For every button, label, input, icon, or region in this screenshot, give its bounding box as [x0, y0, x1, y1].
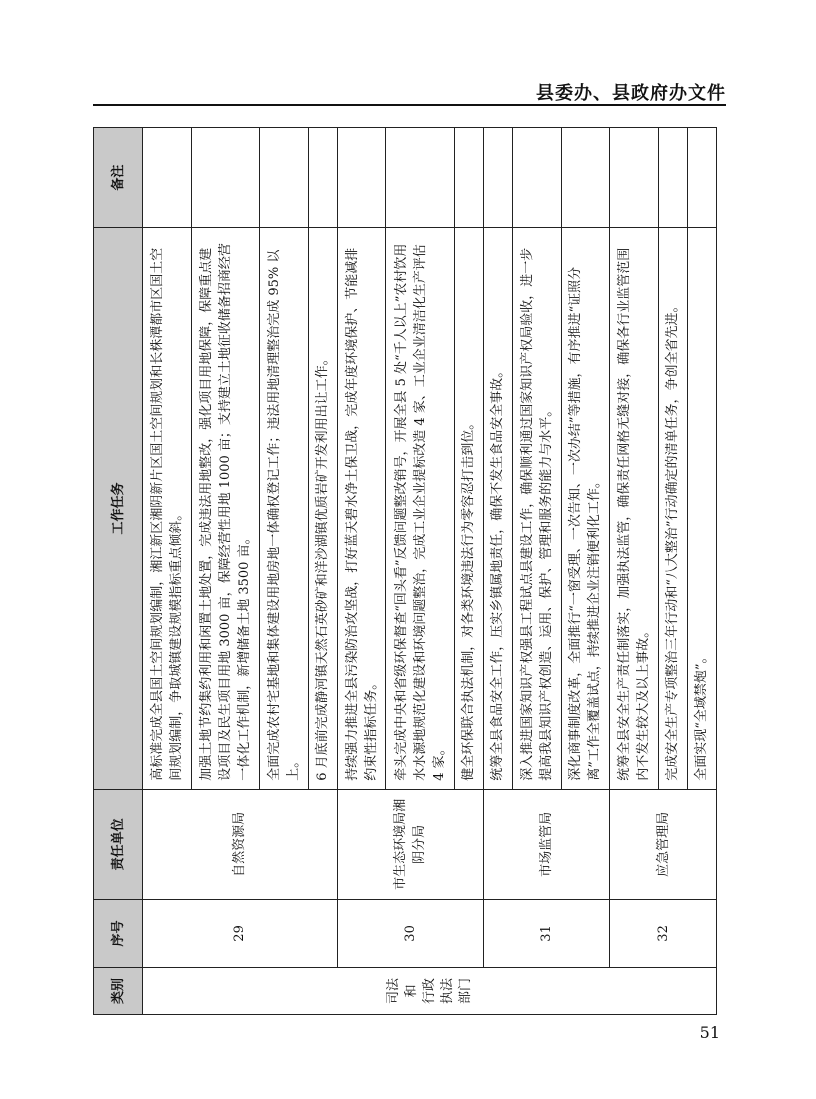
table-row: [610, 128, 659, 1015]
page-header: [0, 0, 816, 104]
row-number: 32: [610, 899, 717, 967]
task-cell: 6 月底前完成静河镇天然石英砂矿和洋沙湖镇优质岩矿开发利用出让工作。: [308, 228, 337, 790]
row-number: 30: [337, 899, 483, 967]
row-number: 29: [143, 899, 338, 967]
header-no: 序号: [94, 899, 143, 967]
task-cell: 持续强力推进全县污染防治攻坚战，打好蓝天碧水净土保卫战，完成年度环境保护、节能减排约束性指标任务。: [337, 228, 386, 790]
note-cell: [386, 128, 454, 228]
task-table: [93, 127, 717, 1015]
responsible-unit: 市场监管局: [483, 789, 609, 899]
header-title: 县委办、县政府办文件: [536, 83, 726, 104]
task-cell: 牵头完成中央和省级环保督查“回头看”反馈问题整改销号，开展全县 5 处“千人以上”农村饮用水水源地规范化建设和环境问题整治，完成工业企业提标改造 4 家、工业企业清洁化生产评估 4 家。: [386, 228, 454, 790]
category-line: 执法: [439, 977, 455, 1004]
category-line: 和: [403, 984, 419, 998]
note-cell: [260, 128, 309, 228]
table-row: [337, 128, 386, 1015]
rotated-table-container: [93, 127, 717, 1015]
category-line: 部门: [457, 977, 473, 1004]
note-cell: [512, 128, 561, 228]
note-cell: [454, 128, 483, 228]
category-cell: [143, 967, 717, 1014]
header-unit: 责任单位: [94, 789, 143, 899]
category-line: 行政: [421, 977, 437, 1004]
task-cell: 加强土地节约集约利用和闲置土地处置，完成违法用地整改，强化项目用地保障，保障重点建设项目及民生项目用地 3000 亩，保障经营性用地 1000 亩；支持建立土地征收储备招商经营一体化工作机制，新增储备土地 3500 亩。: [191, 228, 259, 790]
note-cell: [337, 128, 386, 228]
task-cell: 统筹全县安全生产责任制落实，加强执法监管，确保责任网格无缝对接，确保各行业监管范围内不发生较大及以上事故。: [610, 228, 659, 790]
task-cell: 完成安全生产专项整治三年行动和“八大整治”行动确定的清单任务，争创全省先进。: [658, 228, 687, 790]
task-cell: 统筹全县食品安全工作，压实乡镇属地责任，确保不发生食品安全事故。: [483, 228, 512, 790]
header-divider: [93, 104, 726, 106]
header-note: 备注: [94, 128, 143, 228]
note-cell: [610, 128, 659, 228]
responsible-unit: 自然资源局: [143, 789, 338, 899]
table-row: [143, 128, 192, 1015]
header-task: 工作任务: [94, 228, 143, 790]
task-cell: 深化商事制度改革，全面推行“一窗受理、一次告知、一次办结”等措施，有序推进“证照分离”工作全覆盖试点，持续推进企业注销便利化工作。: [561, 228, 610, 790]
table-header-row: [94, 128, 143, 1015]
note-cell: [658, 128, 687, 228]
responsible-unit: 应急管理局: [610, 789, 717, 899]
header-category: 类别: [94, 967, 143, 1014]
note-cell: [308, 128, 337, 228]
responsible-unit: 市生态环境局湘阴分局: [337, 789, 483, 899]
task-cell: 深入推进国家知识产权强县工程试点县建设工作，确保顺利通过国家知识产权局验收，进一步提高我县知识产权创造、运用、保护、管理和服务的能力与水平。: [512, 228, 561, 790]
task-cell: 高标准完成全县国土空间规划编制，湘江新区湘阴新片区国土空间规划和长株潭都市区国土空间规划编制，争取城镇建设规模指标重点倾斜。: [143, 228, 192, 790]
note-cell: [143, 128, 192, 228]
page-number: 51: [699, 1023, 720, 1042]
note-cell: [687, 128, 716, 228]
note-cell: [561, 128, 610, 228]
note-cell: [191, 128, 259, 228]
table-row: [483, 128, 512, 1015]
row-number: 31: [483, 899, 609, 967]
task-cell: 健全环保联合执法机制，对各类环境违法行为零容忍打击到位。: [454, 228, 483, 790]
task-cell: 全面实现“全域禁炮”。: [687, 228, 716, 790]
note-cell: [483, 128, 512, 228]
task-cell: 全面完成农村宅基地和集体建设用地房地一体确权登记工作；违法用地清理整治完成 95% 以上。: [260, 228, 309, 790]
category-line: 司法: [385, 977, 401, 1004]
